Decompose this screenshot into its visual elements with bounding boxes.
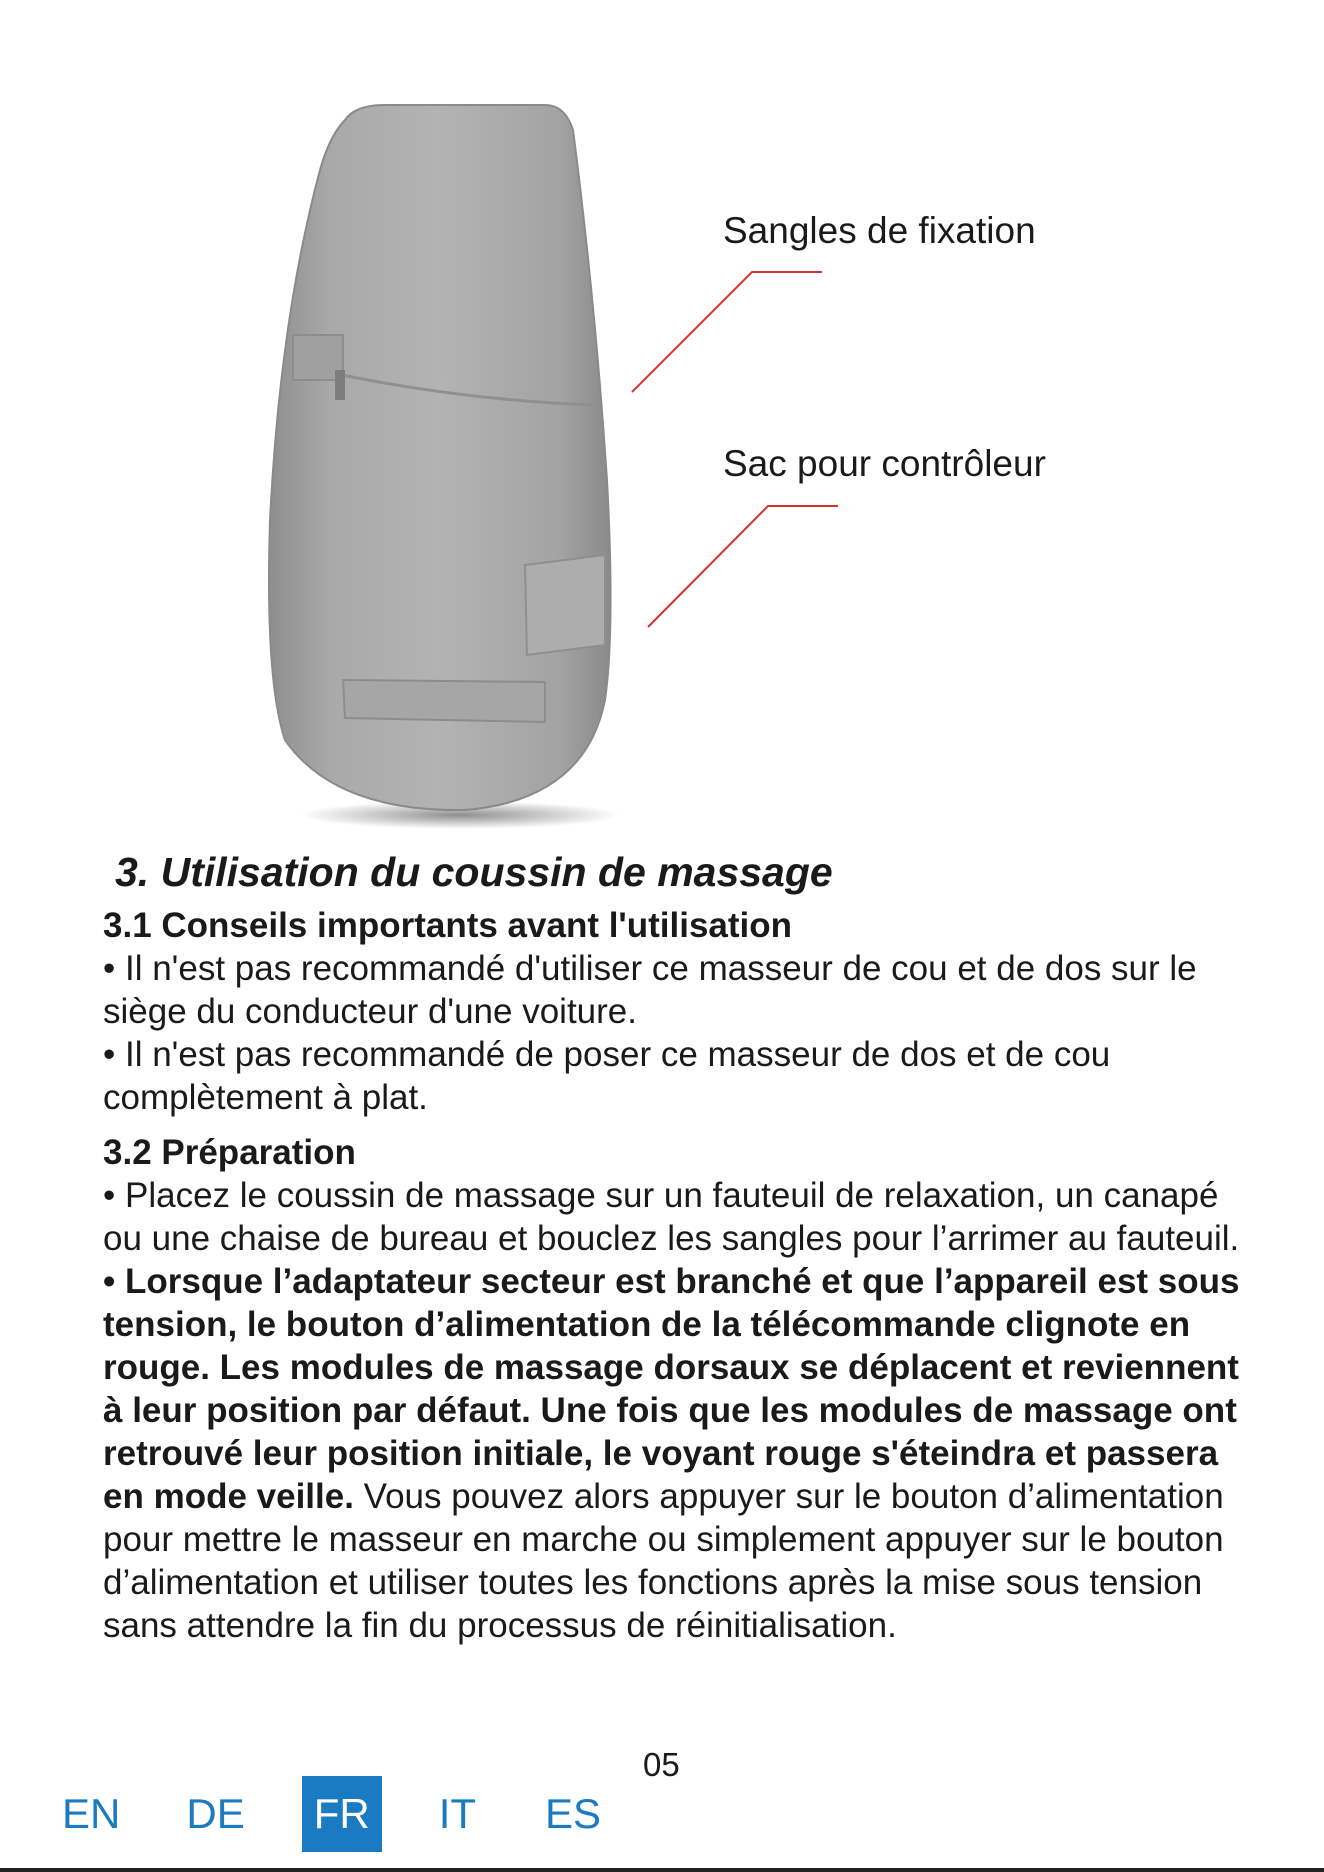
tip-bullet-2: • Il n'est pas recommandé de poser ce masseur de dos et de cou complètement à plat. [103,1035,1111,1117]
tip-bullet-1: • Il n'est pas recommandé d'utiliser ce masseur de cou et de dos sur le siège du conducteur d'une voiture. [103,949,1197,1031]
callout-label-controller-bag: Sac pour contrôleur [723,443,1046,484]
subsection-title-tips: 3.1 Conseils importants avant l'utilisation [103,906,793,945]
prep-bullet-2-bold: • Lorsque l’adaptateur secteur est branché et que l’appareil est sous tension, le bouton d’alimentation de la télécommande clignote en rouge. Les modules de massage dorsaux se déplacent et reviennent à leur position par défaut. Une fois que les modules de massage ont retrouvé leur position initiale, le voyant rouge s'éteindra et passera en mode veille. [103,1262,1240,1516]
prep-bullet-1: • Placez le coussin de massage sur un fauteuil de relaxation, un canapé ou une chaise de bureau et bouclez les sangles pour l’arrimer au fauteuil. [103,1176,1240,1258]
language-selector [50,1784,658,1844]
section-title: 3. Utilisation du coussin de massage [115,849,833,895]
lang-tab-es[interactable]: ES [545,1790,602,1837]
lang-tab-de[interactable]: DE [186,1790,245,1837]
page-number: 05 [643,1746,680,1783]
main-content [103,846,1253,1647]
bottom-divider [0,1868,1324,1872]
prep-bullet-2-regular: Vous pouvez alors appuyer sur le bouton d’alimentation pour mettre le masseur en marche ou simplement appuyer sur le bouton d’alimentation et utiliser toutes les fonctions après la mise sous tension sans attendre la fin du processus de réinitialisation. [103,1477,1224,1645]
prep-bullet-2 [103,1260,1253,1647]
lang-tab-it[interactable]: IT [438,1790,477,1837]
lang-tab-en[interactable]: EN [62,1790,121,1837]
callout-line-bag [648,506,838,627]
callout-label-straps: Sangles de fixation [723,210,1036,251]
subsection-title-preparation: 3.2 Préparation [103,1133,356,1172]
lang-tab-fr[interactable]: FR [302,1776,382,1852]
callout-line-straps [632,272,822,392]
